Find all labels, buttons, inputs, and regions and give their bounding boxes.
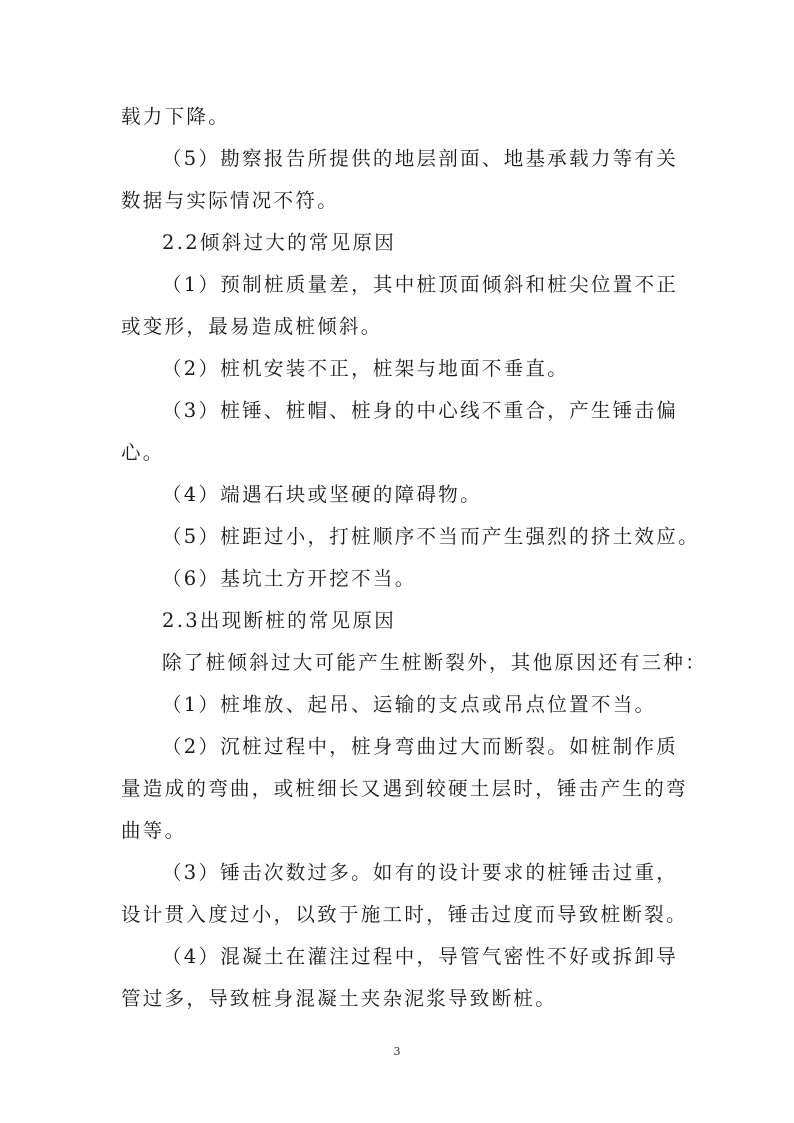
text-line: 量造成的弯曲，或桩细长又遇到较硬土层时，锤击产生的弯 — [121, 777, 688, 800]
text-line: 曲等。 — [121, 819, 187, 842]
text-line: （3）锤击次数过多。如有的设计要求的桩锤击过重， — [162, 861, 679, 884]
section-heading: 2.2倾斜过大的常见原因 — [162, 231, 397, 254]
text-line: 设计贯入度过小，以致于施工时，锤击过度而导致桩断裂。 — [121, 903, 688, 926]
page-number: 3 — [393, 1045, 401, 1058]
text-line: （2）桩机安装不正，桩架与地面不垂直。 — [162, 357, 570, 380]
text-line: （4）端遇石块或坚硬的障碍物。 — [162, 483, 482, 506]
text-line: （4）混凝土在灌注过程中，导管气密性不好或拆卸导 — [162, 945, 679, 968]
text-line: （3）桩锤、桩帽、桩身的中心线不重合，产生锤击偏 — [162, 399, 679, 422]
text-line: 管过多，导致桩身混凝土夹杂泥浆导致断桩。 — [121, 987, 558, 1010]
text-line: 或变形，最易造成桩倾斜。 — [121, 315, 383, 338]
text-line: （2）沉桩过程中，桩身弯曲过大而断裂。如桩制作质 — [162, 735, 679, 758]
text-line: 载力下降。 — [121, 105, 231, 128]
text-line: 除了桩倾斜过大可能产生桩断裂外，其他原因还有三种： — [162, 651, 708, 674]
section-heading: 2.3出现断桩的常见原因 — [162, 609, 397, 632]
text-line: 数据与实际情况不符。 — [121, 189, 340, 212]
text-line: （1）桩堆放、起吊、运输的支点或吊点位置不当。 — [162, 693, 657, 716]
text-line: （1）预制桩质量差，其中桩顶面倾斜和桩尖位置不正 — [162, 273, 679, 296]
text-line: （5）勘察报告所提供的地层剖面、地基承载力等有关 — [162, 147, 679, 170]
text-line: （5）桩距过小，打桩顺序不当而产生强烈的挤土效应。 — [162, 525, 700, 548]
text-line: 心。 — [121, 441, 165, 464]
text-line: （6）基坑土方开挖不当。 — [162, 567, 417, 590]
